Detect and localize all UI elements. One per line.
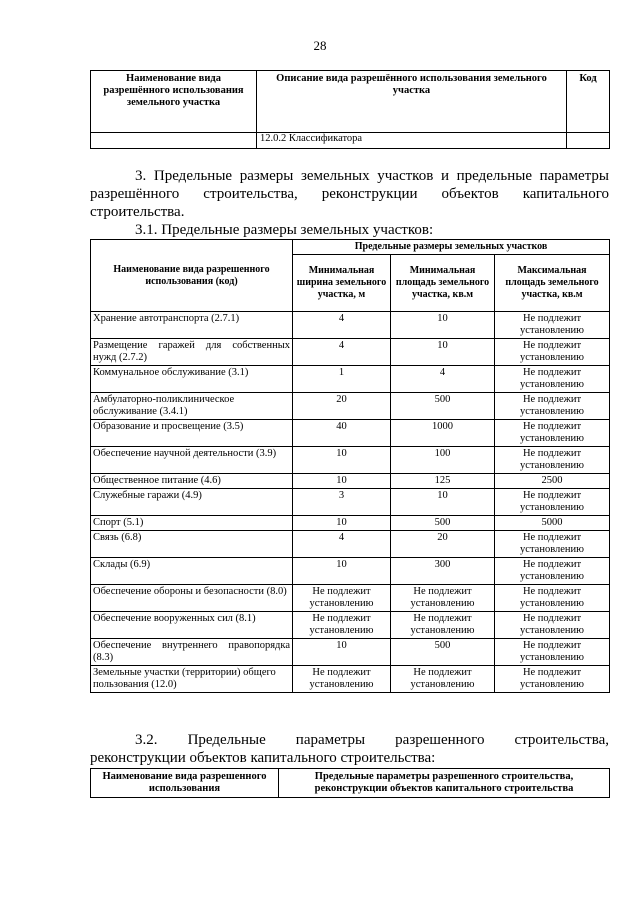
max-area-cell: Не подлежит установлению — [495, 585, 610, 612]
section-3-2-paragraph — [90, 731, 609, 767]
max-area-cell: Не подлежит установлению — [495, 489, 610, 516]
min-width-cell: 20 — [293, 393, 391, 420]
section-3-word: земельных — [300, 168, 370, 184]
max-area-cell: Не подлежит установлению — [495, 639, 610, 666]
min-width-cell: Не подлежит установлению — [293, 585, 391, 612]
max-area-cell: 2500 — [495, 474, 610, 489]
min-width-cell: 1 — [293, 366, 391, 393]
table-row — [91, 366, 610, 393]
table-row — [91, 531, 610, 558]
sizes-header-min-area: Минимальная площадь земельного участка, кв.м — [391, 255, 495, 312]
use-name-cell: Амбулаторно-поликлиническое обслуживание (3.4.1) — [91, 393, 293, 420]
min-area-cell: 500 — [391, 393, 495, 420]
sizes-header-max-area: Максимальная площадь земельного участка, кв.м — [495, 255, 610, 312]
use-name-cell: Спорт (5.1) — [91, 516, 293, 531]
section-3-2-line-1 — [90, 731, 609, 749]
use-name-cell: Обеспечение научной деятельности (3.9) — [91, 447, 293, 474]
max-area-cell: Не подлежит установлению — [495, 666, 610, 693]
min-width-cell: 10 — [293, 639, 391, 666]
section-3-word: Предельные — [153, 168, 233, 184]
min-width-cell: Не подлежит установлению — [293, 612, 391, 639]
min-area-cell: 125 — [391, 474, 495, 489]
use-name-cell: Земельные участки (территории) общего пользования (12.0) — [91, 666, 293, 693]
min-area-cell: 10 — [391, 489, 495, 516]
top-table — [90, 70, 610, 149]
sizes-table — [90, 239, 610, 693]
bottom-table — [90, 768, 610, 798]
min-area-cell: 500 — [391, 516, 495, 531]
table-row — [91, 558, 610, 585]
table-row — [91, 474, 610, 489]
sizes-header-min-width: Минимальная ширина земельного участка, м — [293, 255, 391, 312]
section-3-line — [90, 167, 609, 185]
min-width-cell: Не подлежит установлению — [293, 666, 391, 693]
bottom-header-name: Наименование вида разрешенного использования — [91, 769, 279, 798]
min-area-cell: 1000 — [391, 420, 495, 447]
use-name-cell: Общественное питание (4.6) — [91, 474, 293, 489]
section-3-2-line-2: реконструкции объектов капитального строительства: — [90, 750, 436, 766]
min-width-cell: 4 — [293, 339, 391, 366]
max-area-cell: 5000 — [495, 516, 610, 531]
table-row — [91, 489, 610, 516]
use-name-cell: Связь (6.8) — [91, 531, 293, 558]
min-area-cell: 100 — [391, 447, 495, 474]
min-area-cell: 300 — [391, 558, 495, 585]
max-area-cell: Не подлежит установлению — [495, 339, 610, 366]
section-3-2-word: Предельные — [187, 732, 266, 748]
use-name-cell: Образование и просвещение (3.5) — [91, 420, 293, 447]
top-cell-name — [91, 133, 257, 149]
table-row — [91, 639, 610, 666]
section-3-word: объектов — [441, 186, 499, 202]
section-3-word: 3. — [135, 168, 147, 184]
bottom-header-parameters: Предельные параметры разрешенного строительства, реконструкции объектов капитального строительства — [279, 769, 610, 798]
min-width-cell: 3 — [293, 489, 391, 516]
top-cell-code — [567, 133, 610, 149]
max-area-cell: Не подлежит установлению — [495, 531, 610, 558]
use-name-cell: Коммунальное обслуживание (3.1) — [91, 366, 293, 393]
table-row — [91, 312, 610, 339]
min-area-cell: 500 — [391, 639, 495, 666]
max-area-cell: Не подлежит установлению — [495, 558, 610, 585]
min-width-cell: 4 — [293, 531, 391, 558]
min-area-cell: 4 — [391, 366, 495, 393]
use-name-cell: Хранение автотранспорта (2.7.1) — [91, 312, 293, 339]
section-3-word: разрешённого — [90, 186, 180, 202]
min-area-cell: 10 — [391, 339, 495, 366]
use-name-cell: Обеспечение обороны и безопасности (8.0) — [91, 585, 293, 612]
section-3-word: размеры — [239, 168, 294, 184]
use-name-cell: Обеспечение вооруженных сил (8.1) — [91, 612, 293, 639]
top-header-description: Описание вида разрешённого использования земельного участка — [257, 71, 567, 133]
max-area-cell: Не подлежит установлению — [495, 612, 610, 639]
min-width-cell: 10 — [293, 447, 391, 474]
top-header-name: Наименование вида разрешённого использования земельного участка — [91, 71, 257, 133]
section-3-word: реконструкции — [321, 186, 418, 202]
min-width-cell: 40 — [293, 420, 391, 447]
section-3-word: и — [440, 168, 449, 184]
table-row — [91, 420, 610, 447]
use-name-cell: Размещение гаражей для собственных нужд (2.7.2) — [91, 339, 293, 366]
use-name-cell: Служебные гаражи (4.9) — [91, 489, 293, 516]
top-header-code: Код — [567, 71, 610, 133]
min-area-cell: 10 — [391, 312, 495, 339]
max-area-cell: Не подлежит установлению — [495, 447, 610, 474]
section-3-2-word: разрешенного — [395, 732, 485, 748]
use-name-cell: Склады (6.9) — [91, 558, 293, 585]
table-row — [91, 447, 610, 474]
section-3-word: строительства, — [203, 186, 298, 202]
section-3-line — [90, 203, 609, 221]
min-width-cell: 10 — [293, 516, 391, 531]
section-3-word: участков — [377, 168, 434, 184]
max-area-cell: Не подлежит установлению — [495, 420, 610, 447]
section-3-word: предельные — [456, 168, 532, 184]
use-name-cell: Обеспечение внутреннего правопорядка (8.3) — [91, 639, 293, 666]
section-3-2-word: параметры — [295, 732, 366, 748]
section-3-1-heading: 3.1. Предельные размеры земельных участков: — [135, 222, 434, 238]
section-3-2-word: строительства, — [514, 732, 609, 748]
max-area-cell: Не подлежит установлению — [495, 393, 610, 420]
min-area-cell: Не подлежит установлению — [391, 585, 495, 612]
table-row — [91, 516, 610, 531]
min-width-cell: 10 — [293, 558, 391, 585]
sizes-header-name: Наименование вида разрешенного использования (код) — [91, 240, 293, 312]
min-width-cell: 10 — [293, 474, 391, 489]
section-3-word: строительства. — [90, 204, 185, 220]
section-3-word: параметры — [539, 168, 609, 184]
section-3-line — [90, 185, 609, 203]
table-row — [91, 393, 610, 420]
section-3-paragraph — [90, 167, 609, 221]
min-area-cell: Не подлежит установлению — [391, 666, 495, 693]
min-area-cell: Не подлежит установлению — [391, 612, 495, 639]
max-area-cell: Не подлежит установлению — [495, 366, 610, 393]
sizes-header-group: Предельные размеры земельных участков — [293, 240, 610, 255]
max-area-cell: Не подлежит установлению — [495, 312, 610, 339]
section-3-2-word: 3.2. — [135, 732, 158, 748]
section-3-word: капитального — [522, 186, 609, 202]
table-row — [91, 612, 610, 639]
top-cell-description: 12.0.2 Классификатора — [257, 133, 567, 149]
min-width-cell: 4 — [293, 312, 391, 339]
table-row — [91, 585, 610, 612]
page-number: 28 — [313, 38, 327, 53]
min-area-cell: 20 — [391, 531, 495, 558]
table-row — [91, 339, 610, 366]
table-row — [91, 666, 610, 693]
